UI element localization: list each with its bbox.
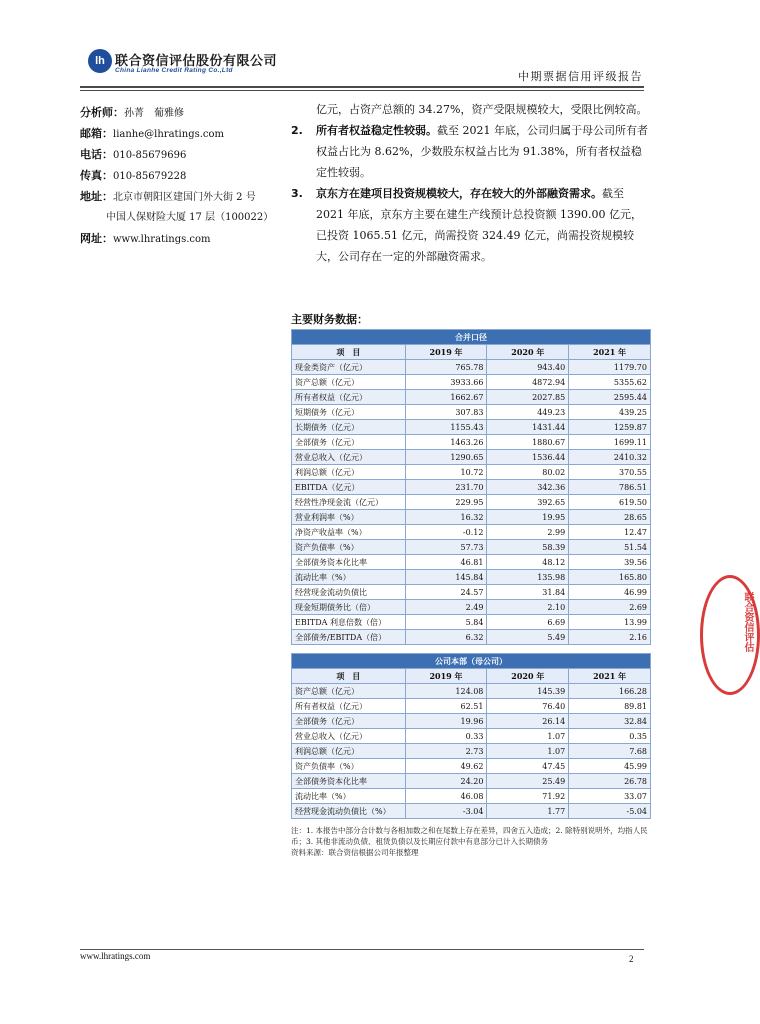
value-cell: 0.33 [405, 729, 487, 744]
phone-value: 010-85679696 [113, 150, 187, 161]
company-name-en: China Lianhe Credit Rating Co.,Ltd [115, 67, 233, 74]
footer-divider [80, 949, 644, 950]
value-cell: 2.10 [487, 600, 569, 615]
row-label-cell: 资产负债率（%） [292, 759, 406, 774]
risk-item-2-text: 截至 2021 年底，公司归属于母公司所有者权益占比为 8.62%，少数股东权益占比为 91.38%，所有者权益稳定性较弱。 [316, 124, 648, 179]
value-cell: 24.20 [405, 774, 487, 789]
value-cell: 166.28 [569, 684, 651, 699]
table-row [292, 630, 651, 645]
value-cell: 57.73 [405, 540, 487, 555]
row-label-cell: 营业利润率（%） [292, 510, 406, 525]
table-row [292, 420, 651, 435]
row-label-cell: 短期债务（亿元） [292, 405, 406, 420]
value-cell: 449.23 [487, 405, 569, 420]
report-title: 中期票据信用评级报告 [518, 70, 643, 83]
value-cell: 619.50 [569, 495, 651, 510]
table-row [292, 600, 651, 615]
value-cell: 439.25 [569, 405, 651, 420]
value-cell: 13.99 [569, 615, 651, 630]
value-cell: 1155.43 [405, 420, 487, 435]
row-label-cell: 全部债务资本化比率 [292, 774, 406, 789]
notes-text: 注：1. 本报告中部分合计数与各相加数之和在尾数上存在差异，四舍五入造成；2. 除特别说明外，均指人民币；3. 其他非流动负债、租赁负债以及长期应付款中有息部分已计入长期债务 [291, 826, 648, 846]
value-cell: 145.84 [405, 570, 487, 585]
column-header-2021: 2021 年 [569, 345, 651, 360]
value-cell: 231.70 [405, 480, 487, 495]
value-cell: 26.14 [487, 714, 569, 729]
risk-item-3-text: 截至 2021 年底，京东方主要在建生产线预计总投资额 1390.00 亿元，已投资 1065.51 亿元，尚需投资 324.49 亿元，尚需投资规模较大，公司存在一定的外部融资需求。 [316, 187, 642, 263]
value-cell: 12.47 [569, 525, 651, 540]
risk-item-2 [291, 120, 651, 183]
value-cell: 1536.44 [487, 450, 569, 465]
value-cell: 786.51 [569, 480, 651, 495]
row-label-cell: 资产负债率（%） [292, 540, 406, 555]
value-cell: 1179.70 [569, 360, 651, 375]
row-label-cell: 全部债务（亿元） [292, 714, 406, 729]
value-cell: 2.16 [569, 630, 651, 645]
value-cell: 5.49 [487, 630, 569, 645]
address-row [80, 186, 290, 207]
value-cell: 19.95 [487, 510, 569, 525]
table-row [292, 435, 651, 450]
table-row [292, 729, 651, 744]
seal-stamp: 联合资信评估 [700, 575, 760, 695]
row-label-cell: EBITDA（亿元） [292, 480, 406, 495]
table-row [292, 615, 651, 630]
value-cell: 2.99 [487, 525, 569, 540]
column-header-2019: 2019 年 [405, 669, 487, 684]
parent-financial-table [291, 653, 651, 819]
row-label-cell: 资产总额（亿元） [292, 684, 406, 699]
table-row [292, 390, 651, 405]
value-cell: 1.07 [487, 729, 569, 744]
table-row [292, 570, 651, 585]
table-row [292, 744, 651, 759]
risk-item-3-heading: 京东方在建项目投资规模较大，存在较大的外部融资需求。 [316, 187, 602, 200]
company-logo-icon: lh [88, 49, 112, 73]
value-cell: 24.57 [405, 585, 487, 600]
website-row [80, 228, 290, 249]
value-cell: 6.32 [405, 630, 487, 645]
fax-label: 传真： [80, 169, 113, 182]
column-header-item: 项 目 [292, 345, 406, 360]
row-label-cell: EBITDA 利息倍数（倍） [292, 615, 406, 630]
section-title: 主要财务数据： [291, 313, 368, 326]
table-row [292, 510, 651, 525]
row-label-cell: 流动比率（%） [292, 570, 406, 585]
source-text: 资料来源：联合资信根据公司年报整理 [291, 848, 419, 857]
row-label-cell: 营业总收入（亿元） [292, 450, 406, 465]
column-header-2020: 2020 年 [487, 345, 569, 360]
value-cell: 48.12 [487, 555, 569, 570]
value-cell: 10.72 [405, 465, 487, 480]
value-cell: 33.07 [569, 789, 651, 804]
row-label-cell: 全部债务（亿元） [292, 435, 406, 450]
fax-row [80, 165, 290, 186]
header-divider [80, 86, 644, 88]
value-cell: 2.69 [569, 600, 651, 615]
table-row [292, 759, 651, 774]
website-value[interactable]: www.lhratings.com [113, 234, 211, 245]
value-cell: 2.73 [405, 744, 487, 759]
table-row [292, 375, 651, 390]
value-cell: 1662.67 [405, 390, 487, 405]
risk-item-2-heading: 所有者权益稳定性较弱。 [316, 124, 437, 137]
table-row [292, 465, 651, 480]
value-cell: 765.78 [405, 360, 487, 375]
phone-label: 电话： [80, 148, 113, 161]
value-cell: 1290.65 [405, 450, 487, 465]
value-cell: 89.81 [569, 699, 651, 714]
table-row [292, 699, 651, 714]
value-cell: 2.49 [405, 600, 487, 615]
column-header-item: 项 目 [292, 669, 406, 684]
footer-website[interactable]: www.lhratings.com [80, 951, 151, 961]
continued-paragraph: 亿元，占资产总额的 34.27%，资产受限规模较大，受限比例较高。 [316, 103, 648, 116]
email-value[interactable]: lianhe@lhratings.com [113, 129, 225, 140]
address-line1: 北京市朝阳区建国门外大街 2 号 [113, 192, 256, 203]
value-cell: 19.96 [405, 714, 487, 729]
value-cell: 135.98 [487, 570, 569, 585]
value-cell: 51.54 [569, 540, 651, 555]
value-cell: 49.62 [405, 759, 487, 774]
table-row [292, 405, 651, 420]
company-name-cn: 联合资信评估股份有限公司 [115, 54, 278, 69]
value-cell: 46.99 [569, 585, 651, 600]
header-divider-thin [80, 90, 644, 91]
value-cell: 145.39 [487, 684, 569, 699]
row-label-cell: 经营现金流动负债比 [292, 585, 406, 600]
value-cell: 165.80 [569, 570, 651, 585]
value-cell: 342.36 [487, 480, 569, 495]
contact-panel [80, 102, 290, 249]
column-header-2021: 2021 年 [569, 669, 651, 684]
value-cell: 392.65 [487, 495, 569, 510]
row-label-cell: 营业总收入（亿元） [292, 729, 406, 744]
row-label-cell: 长期债务（亿元） [292, 420, 406, 435]
row-label-cell: 利润总额（亿元） [292, 744, 406, 759]
table-row [292, 774, 651, 789]
value-cell: 943.40 [487, 360, 569, 375]
value-cell: 1.07 [487, 744, 569, 759]
value-cell: 124.08 [405, 684, 487, 699]
address-label: 地址： [80, 190, 113, 203]
risk-item-3 [291, 183, 651, 267]
table-row [292, 555, 651, 570]
value-cell: 76.40 [487, 699, 569, 714]
risk-item-3-number: 3. [291, 187, 303, 200]
value-cell: 1431.44 [487, 420, 569, 435]
address-line2: 中国人保财险大厦 17 层（100022） [106, 212, 274, 223]
analyst-label: 分析师： [80, 106, 124, 119]
table-row [292, 360, 651, 375]
value-cell: 1463.26 [405, 435, 487, 450]
row-label-cell: 利润总额（亿元） [292, 465, 406, 480]
value-cell: 80.02 [487, 465, 569, 480]
value-cell: 71.92 [487, 789, 569, 804]
table-row [292, 495, 651, 510]
fax-value: 010-85679228 [113, 171, 187, 182]
risk-points [291, 99, 651, 267]
value-cell: 58.39 [487, 540, 569, 555]
value-cell: 1699.11 [569, 435, 651, 450]
row-label-cell: 经营性净现金流（亿元） [292, 495, 406, 510]
value-cell: -5.04 [569, 804, 651, 819]
parent-band: 公司本部（母公司） [292, 654, 651, 669]
row-label-cell: 全部债务/EBITDA（倍） [292, 630, 406, 645]
value-cell: 1.77 [487, 804, 569, 819]
value-cell: 2410.32 [569, 450, 651, 465]
table-row [292, 789, 651, 804]
table-row [292, 684, 651, 699]
value-cell: 25.49 [487, 774, 569, 789]
email-label: 邮箱： [80, 127, 113, 140]
value-cell: 47.45 [487, 759, 569, 774]
value-cell: 307.83 [405, 405, 487, 420]
email-row [80, 123, 290, 144]
value-cell: 4872.94 [487, 375, 569, 390]
table-row [292, 804, 651, 819]
row-label-cell: 净资产收益率（%） [292, 525, 406, 540]
row-label-cell: 所有者权益（亿元） [292, 699, 406, 714]
value-cell: 1259.87 [569, 420, 651, 435]
value-cell: 28.65 [569, 510, 651, 525]
page-number: 2 [629, 954, 634, 964]
value-cell: 45.99 [569, 759, 651, 774]
analyst-value: 孙菁 葡雅修 [124, 108, 184, 119]
value-cell: 370.55 [569, 465, 651, 480]
value-cell: 2595.44 [569, 390, 651, 405]
value-cell: 62.51 [405, 699, 487, 714]
table-row [292, 540, 651, 555]
table-row [292, 585, 651, 600]
row-label-cell: 所有者权益（亿元） [292, 390, 406, 405]
row-label-cell: 流动比率（%） [292, 789, 406, 804]
row-label-cell: 全部债务资本化比率 [292, 555, 406, 570]
value-cell: 16.32 [405, 510, 487, 525]
table-row [292, 525, 651, 540]
value-cell: 5.84 [405, 615, 487, 630]
consolidated-financial-table [291, 329, 651, 645]
table-row [292, 480, 651, 495]
consolidated-band: 合并口径 [292, 330, 651, 345]
analyst-row [80, 102, 290, 123]
value-cell: 46.81 [405, 555, 487, 570]
value-cell: 32.84 [569, 714, 651, 729]
table-row [292, 714, 651, 729]
value-cell: 1880.67 [487, 435, 569, 450]
value-cell: 6.69 [487, 615, 569, 630]
row-label-cell: 资产总额（亿元） [292, 375, 406, 390]
column-header-2020: 2020 年 [487, 669, 569, 684]
website-label: 网址： [80, 232, 113, 245]
value-cell: -0.12 [405, 525, 487, 540]
value-cell: 3933.66 [405, 375, 487, 390]
risk-item-2-number: 2. [291, 124, 303, 137]
table-row [292, 450, 651, 465]
value-cell: 0.35 [569, 729, 651, 744]
value-cell: 26.78 [569, 774, 651, 789]
value-cell: 46.08 [405, 789, 487, 804]
value-cell: 31.84 [487, 585, 569, 600]
value-cell: -3.04 [405, 804, 487, 819]
value-cell: 7.68 [569, 744, 651, 759]
row-label-cell: 现金短期债务比（倍） [292, 600, 406, 615]
table-notes [291, 825, 651, 858]
value-cell: 2027.85 [487, 390, 569, 405]
row-label-cell: 现金类资产（亿元） [292, 360, 406, 375]
phone-row [80, 144, 290, 165]
value-cell: 229.95 [405, 495, 487, 510]
column-header-2019: 2019 年 [405, 345, 487, 360]
value-cell: 39.56 [569, 555, 651, 570]
row-label-cell: 经营现金流动负债比（%） [292, 804, 406, 819]
value-cell: 5355.62 [569, 375, 651, 390]
